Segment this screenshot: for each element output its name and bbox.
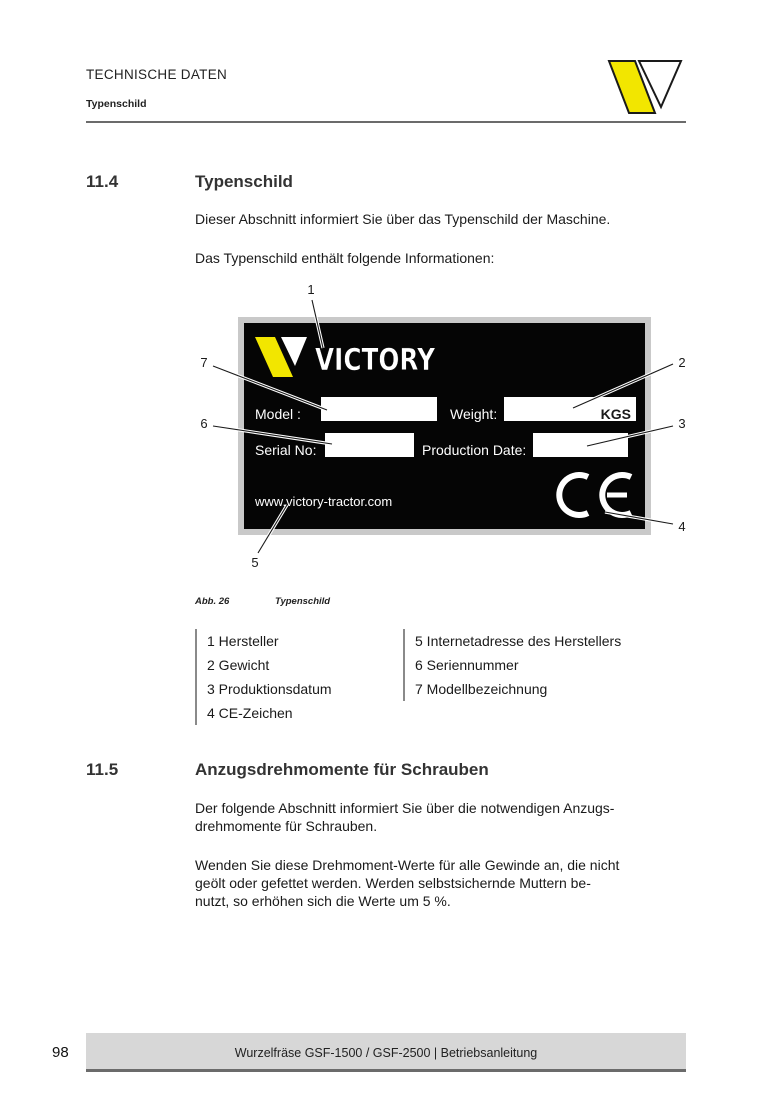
- legend-item: 7 Modellbezeichnung: [415, 681, 548, 697]
- callout-6: 6: [200, 416, 208, 431]
- callout-2: 2: [678, 355, 686, 370]
- figure-number: Abb. 26: [195, 596, 230, 607]
- paragraph-line: Der folgende Abschnitt informiert Sie über die notwendigen Anzugs-: [195, 800, 615, 816]
- callout-1: 1: [307, 282, 315, 297]
- section-title: Typenschild: [195, 172, 293, 191]
- production-date-label: Production Date:: [422, 442, 527, 458]
- callout-5: 5: [251, 555, 259, 570]
- model-field: [321, 397, 437, 421]
- footer-divider: [86, 1069, 686, 1072]
- victory-logo: [607, 57, 683, 117]
- paragraph-line: nutzt, so erhöhen sich die Werte um 5 %.: [195, 893, 451, 909]
- paragraph-line: geölt oder gefettet werden. Werden selbstsichernde Muttern be-: [195, 875, 591, 891]
- legend-item: 5 Internetadresse des Herstellers: [415, 633, 622, 649]
- serial-field: [325, 433, 414, 457]
- section-number: 11.5: [86, 760, 119, 779]
- paragraph-line: drehmomente für Schrauben.: [195, 818, 378, 834]
- header-subsection-title: Typenschild: [86, 98, 147, 110]
- plate-website: www.victory-tractor.com: [255, 494, 393, 509]
- legend-right-column: [403, 629, 621, 701]
- paragraph-line: Wenden Sie diese Drehmoment-Werte für alle Gewinde an, die nicht: [195, 857, 620, 873]
- production-date-field: [533, 433, 628, 457]
- weight-unit: KGS: [600, 406, 631, 422]
- legend-item: 6 Seriennummer: [415, 657, 519, 673]
- legend-item: 1 Hersteller: [207, 633, 279, 649]
- weight-label: Weight:: [450, 406, 498, 422]
- callout-3: 3: [678, 416, 686, 431]
- plate-brand: VICTORY: [315, 343, 437, 378]
- serial-label: Serial No:: [255, 442, 317, 458]
- section-title: Anzugsdrehmomente für Schrauben: [195, 760, 489, 779]
- callout-4: 4: [678, 519, 686, 534]
- section-number: 11.4: [86, 172, 119, 191]
- figure-caption: Typenschild: [275, 596, 331, 607]
- callout-7: 7: [200, 355, 208, 370]
- legend-item: 3 Produktionsdatum: [207, 681, 332, 697]
- header-divider: [86, 121, 686, 123]
- footer-text: Wurzelfräse GSF-1500 / GSF-2500 | Betriebsanleitung: [234, 1046, 538, 1060]
- page-number: 98: [52, 1044, 69, 1061]
- type-plate-figure: [195, 280, 695, 570]
- legend-item: 4 CE-Zeichen: [207, 705, 293, 721]
- section-lead: Das Typenschild enthält folgende Informationen:: [195, 250, 495, 266]
- legend-left-column: [195, 629, 332, 725]
- header-section-title: TECHNISCHE DATEN: [86, 67, 228, 82]
- model-label: Model :: [255, 406, 301, 422]
- legend-item: 2 Gewicht: [207, 657, 270, 673]
- section-intro: Dieser Abschnitt informiert Sie über das Typenschild der Maschine.: [195, 211, 611, 227]
